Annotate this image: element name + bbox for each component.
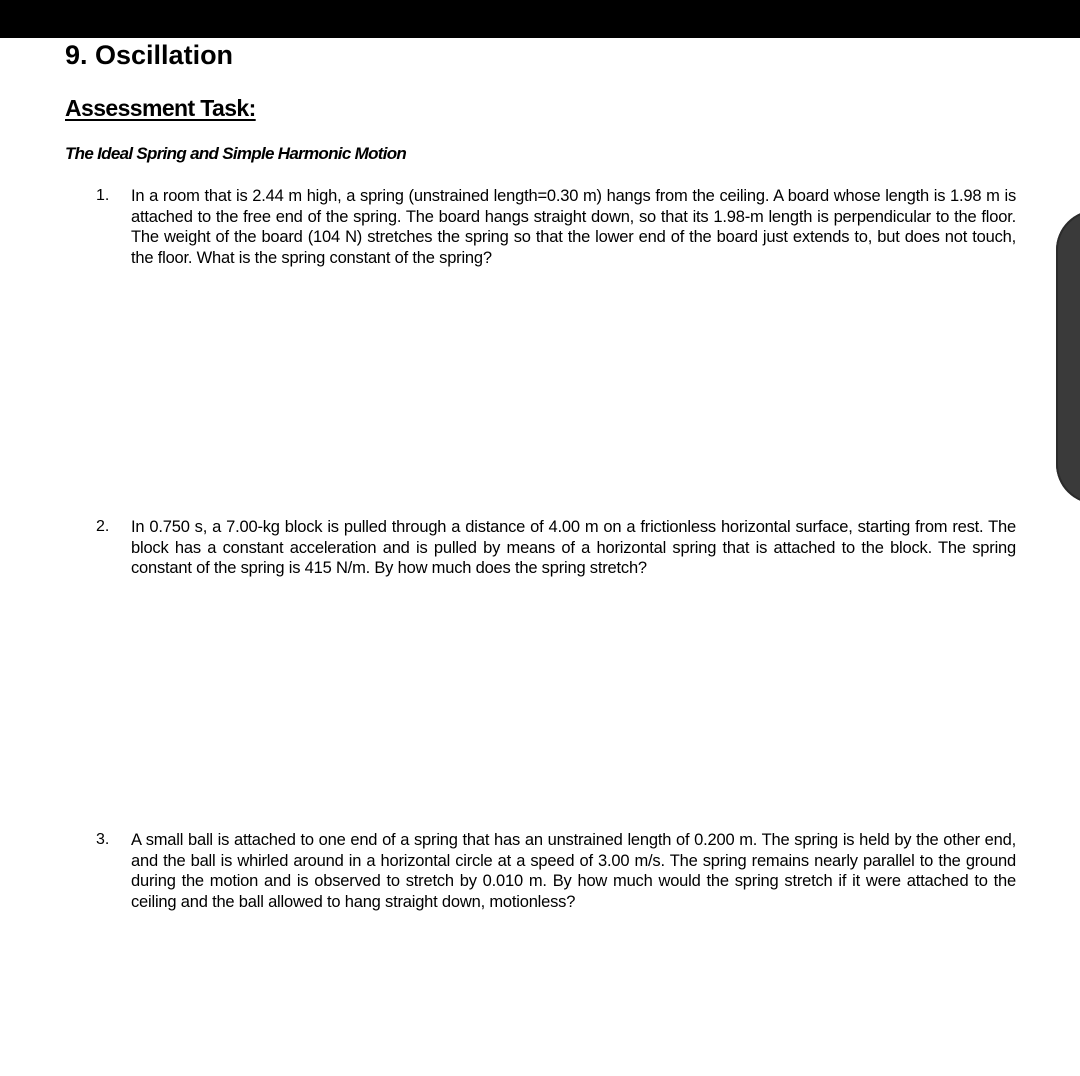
problem-number: 1. [96,187,110,204]
problem-text: In a room that is 2.44 m high, a spring (unstrained length=0.30 m) hangs from the ceiling. A board whose length is 1.98 m is attached to the free end of the spring. The board hangs straight down, so that its 1.98-m length is perpendicular to the floor. The weight of the board (104 N) stretches the spring so that the lower end of the board just extends to, but does not touch, the floor. What is the spring constant of the spring? [131,187,1016,268]
problem-number: 2. [96,518,110,535]
problem-item [96,186,1016,269]
problem-item [96,830,1016,913]
problem-number: 3. [96,831,110,848]
problem-text: In 0.750 s, a 7.00-kg block is pulled through a distance of 4.00 m on a frictionless horizontal surface, starting from rest. The block has a constant acceleration and is pulled by means of a horizontal spring that is attached to the block. The spring constant of the spring is 415 N/m. By how much does the spring stretch? [131,518,1016,578]
top-black-bar [0,0,1080,38]
section-heading: Assessment Task: [65,95,256,121]
side-panel-tab[interactable] [1056,210,1080,504]
problem-text: A small ball is attached to one end of a spring that has an unstrained length of 0.200 m. The spring is held by the other end, and the ball is whirled around in a horizontal circle at a speed of 3.00 m/s. The spring remains nearly parallel to the ground during the motion and is observed to stretch by 0.010 m. By how much would the spring stretch if it were attached to the ceiling and the ball allowed to hang straight down, motionless? [131,831,1016,912]
problem-item [96,517,1016,579]
chapter-title: 9. Oscillation [65,40,234,70]
topic-heading: The Ideal Spring and Simple Harmonic Motion [65,144,407,163]
